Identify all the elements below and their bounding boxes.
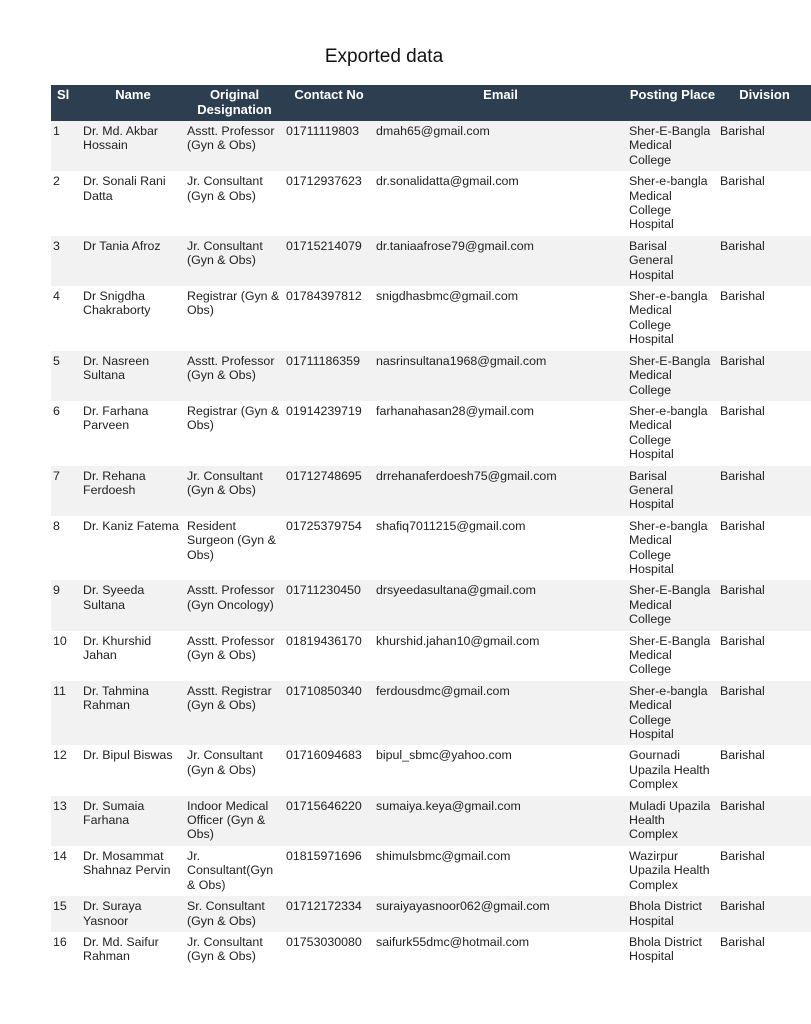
cell-email: shafiq7011215@gmail.com bbox=[374, 516, 627, 581]
cell-sl: 12 bbox=[51, 745, 81, 795]
cell-email: saifurk55dmc@hotmail.com bbox=[374, 932, 627, 968]
cell-sl: 2 bbox=[51, 171, 81, 236]
cell-designation: Registrar (Gyn & Obs) bbox=[185, 286, 284, 351]
cell-posting: Sher-E-Bangla Medical College bbox=[627, 121, 718, 171]
cell-division: Barishal bbox=[718, 121, 811, 171]
cell-name: Dr. Kaniz Fatema bbox=[81, 516, 185, 581]
cell-contact: 01784397812 bbox=[284, 286, 374, 351]
cell-division: Barishal bbox=[718, 236, 811, 286]
cell-sl: 7 bbox=[51, 466, 81, 516]
cell-division: Barishal bbox=[718, 631, 811, 681]
cell-posting: Sher-E-Bangla Medical College bbox=[627, 351, 718, 401]
cell-posting: Sher-e-bangla Medical College Hospital bbox=[627, 286, 718, 351]
cell-posting: Muladi Upazila Health Complex bbox=[627, 796, 718, 846]
table-row bbox=[51, 236, 811, 286]
cell-designation: Indoor Medical Officer (Gyn & Obs) bbox=[185, 796, 284, 846]
cell-email: bipul_sbmc@yahoo.com bbox=[374, 745, 627, 795]
cell-contact: 01710850340 bbox=[284, 681, 374, 746]
cell-contact: 01725379754 bbox=[284, 516, 374, 581]
cell-designation: Jr. Consultant(Gyn & Obs) bbox=[185, 846, 284, 896]
cell-contact: 01819436170 bbox=[284, 631, 374, 681]
column-header-sl: Sl bbox=[51, 85, 81, 121]
cell-sl: 1 bbox=[51, 121, 81, 171]
cell-designation: Resident Surgeon (Gyn & Obs) bbox=[185, 516, 284, 581]
cell-sl: 6 bbox=[51, 401, 81, 466]
column-header-name: Name bbox=[81, 85, 185, 121]
cell-division: Barishal bbox=[718, 401, 811, 466]
cell-sl: 5 bbox=[51, 351, 81, 401]
cell-posting: Gournadi Upazila Health Complex bbox=[627, 745, 718, 795]
cell-sl: 10 bbox=[51, 631, 81, 681]
cell-name: Dr. Sumaia Farhana bbox=[81, 796, 185, 846]
table-row bbox=[51, 745, 811, 795]
cell-designation: Jr. Consultant (Gyn & Obs) bbox=[185, 932, 284, 968]
cell-contact: 01711186359 bbox=[284, 351, 374, 401]
table-row bbox=[51, 932, 811, 968]
cell-contact: 01711119803 bbox=[284, 121, 374, 171]
table-row bbox=[51, 401, 811, 466]
cell-sl: 9 bbox=[51, 580, 81, 630]
cell-email: snigdhasbmc@gmail.com bbox=[374, 286, 627, 351]
cell-sl: 15 bbox=[51, 896, 81, 932]
cell-email: nasrinsultana1968@gmail.com bbox=[374, 351, 627, 401]
cell-division: Barishal bbox=[718, 796, 811, 846]
cell-sl: 14 bbox=[51, 846, 81, 896]
cell-name: Dr. Sonali Rani Datta bbox=[81, 171, 185, 236]
cell-designation: Jr. Consultant (Gyn & Obs) bbox=[185, 466, 284, 516]
cell-sl: 11 bbox=[51, 681, 81, 746]
cell-name: Dr. Md. Saifur Rahman bbox=[81, 932, 185, 968]
cell-designation: Asstt. Professor (Gyn Oncology) bbox=[185, 580, 284, 630]
cell-posting: Bhola District Hospital bbox=[627, 896, 718, 932]
cell-email: shimulsbmc@gmail.com bbox=[374, 846, 627, 896]
table-row bbox=[51, 286, 811, 351]
cell-sl: 4 bbox=[51, 286, 81, 351]
table-row bbox=[51, 896, 811, 932]
cell-name: Dr. Tahmina Rahman bbox=[81, 681, 185, 746]
table-row bbox=[51, 796, 811, 846]
table-row bbox=[51, 466, 811, 516]
cell-division: Barishal bbox=[718, 286, 811, 351]
cell-designation: Registrar (Gyn & Obs) bbox=[185, 401, 284, 466]
column-header-division: Division bbox=[718, 85, 811, 121]
cell-designation: Asstt. Registrar (Gyn & Obs) bbox=[185, 681, 284, 746]
cell-name: Dr. Nasreen Sultana bbox=[81, 351, 185, 401]
cell-designation: Jr. Consultant (Gyn & Obs) bbox=[185, 171, 284, 236]
page-title: Exported data bbox=[324, 46, 444, 67]
cell-name: Dr. Rehana Ferdoesh bbox=[81, 466, 185, 516]
cell-email: drrehanaferdoesh75@gmail.com bbox=[374, 466, 627, 516]
cell-email: sumaiya.keya@gmail.com bbox=[374, 796, 627, 846]
cell-name: Dr. Farhana Parveen bbox=[81, 401, 185, 466]
cell-contact: 01716094683 bbox=[284, 745, 374, 795]
cell-posting: Sher-E-Bangla Medical College bbox=[627, 580, 718, 630]
cell-name: Dr. Md. Akbar Hossain bbox=[81, 121, 185, 171]
cell-designation: Jr. Consultant (Gyn & Obs) bbox=[185, 236, 284, 286]
cell-designation: Asstt. Professor (Gyn & Obs) bbox=[185, 631, 284, 681]
cell-division: Barishal bbox=[718, 171, 811, 236]
cell-division: Barishal bbox=[718, 351, 811, 401]
cell-contact: 01711230450 bbox=[284, 580, 374, 630]
cell-contact: 01712937623 bbox=[284, 171, 374, 236]
cell-sl: 3 bbox=[51, 236, 81, 286]
cell-posting: Sher-e-bangla Medical College Hospital bbox=[627, 171, 718, 236]
cell-sl: 13 bbox=[51, 796, 81, 846]
cell-designation: Jr. Consultant (Gyn & Obs) bbox=[185, 745, 284, 795]
cell-email: drsyeedasultana@gmail.com bbox=[374, 580, 627, 630]
cell-email: farhanahasan28@ymail.com bbox=[374, 401, 627, 466]
cell-posting: Sher-e-bangla Medical College Hospital bbox=[627, 516, 718, 581]
cell-name: Dr. Bipul Biswas bbox=[81, 745, 185, 795]
cell-email: suraiyayasnoor062@gmail.com bbox=[374, 896, 627, 932]
table-header bbox=[51, 85, 811, 121]
cell-division: Barishal bbox=[718, 681, 811, 746]
cell-designation: Asstt. Professor (Gyn & Obs) bbox=[185, 351, 284, 401]
table-row bbox=[51, 351, 811, 401]
cell-contact: 01712748695 bbox=[284, 466, 374, 516]
table-row bbox=[51, 846, 811, 896]
table-row bbox=[51, 171, 811, 236]
cell-posting: Barisal General Hospital bbox=[627, 236, 718, 286]
cell-contact: 01715214079 bbox=[284, 236, 374, 286]
table-row bbox=[51, 121, 811, 171]
cell-contact: 01715646220 bbox=[284, 796, 374, 846]
table-row bbox=[51, 681, 811, 746]
cell-sl: 8 bbox=[51, 516, 81, 581]
cell-email: dr.sonalidatta@gmail.com bbox=[374, 171, 627, 236]
cell-contact: 01815971696 bbox=[284, 846, 374, 896]
cell-division: Barishal bbox=[718, 896, 811, 932]
column-header-contact: Contact No bbox=[284, 85, 374, 121]
cell-email: dr.taniaafrose79@gmail.com bbox=[374, 236, 627, 286]
cell-sl: 16 bbox=[51, 932, 81, 968]
cell-posting: Sher-E-Bangla Medical College bbox=[627, 631, 718, 681]
column-header-posting: Posting Place bbox=[627, 85, 718, 121]
cell-name: Dr. Suraya Yasnoor bbox=[81, 896, 185, 932]
cell-email: khurshid.jahan10@gmail.com bbox=[374, 631, 627, 681]
cell-division: Barishal bbox=[718, 846, 811, 896]
column-header-email: Email bbox=[374, 85, 627, 121]
cell-name: Dr. Syeeda Sultana bbox=[81, 580, 185, 630]
cell-posting: Sher-e-bangla Medical College Hospital bbox=[627, 681, 718, 746]
cell-division: Barishal bbox=[718, 932, 811, 968]
exported-data-table bbox=[51, 85, 811, 968]
cell-posting: Bhola District Hospital bbox=[627, 932, 718, 968]
cell-name: Dr. Mosammat Shahnaz Pervin bbox=[81, 846, 185, 896]
cell-name: Dr Tania Afroz bbox=[81, 236, 185, 286]
cell-designation: Asstt. Professor (Gyn & Obs) bbox=[185, 121, 284, 171]
table-body bbox=[51, 121, 811, 968]
cell-posting: Sher-e-bangla Medical College Hospital bbox=[627, 401, 718, 466]
cell-division: Barishal bbox=[718, 745, 811, 795]
header-row bbox=[51, 85, 811, 121]
column-header-designation: Original Designation bbox=[185, 85, 284, 121]
cell-posting: Barisal General Hospital bbox=[627, 466, 718, 516]
cell-name: Dr. Khurshid Jahan bbox=[81, 631, 185, 681]
table-row bbox=[51, 516, 811, 581]
cell-designation: Sr. Consultant (Gyn & Obs) bbox=[185, 896, 284, 932]
cell-posting: Wazirpur Upazila Health Complex bbox=[627, 846, 718, 896]
cell-name: Dr Snigdha Chakraborty bbox=[81, 286, 185, 351]
cell-division: Barishal bbox=[718, 516, 811, 581]
cell-division: Barishal bbox=[718, 580, 811, 630]
cell-contact: 01712172334 bbox=[284, 896, 374, 932]
table-row bbox=[51, 631, 811, 681]
table-row bbox=[51, 580, 811, 630]
cell-contact: 01753030080 bbox=[284, 932, 374, 968]
cell-email: dmah65@gmail.com bbox=[374, 121, 627, 171]
cell-email: ferdousdmc@gmail.com bbox=[374, 681, 627, 746]
cell-division: Barishal bbox=[718, 466, 811, 516]
cell-contact: 01914239719 bbox=[284, 401, 374, 466]
